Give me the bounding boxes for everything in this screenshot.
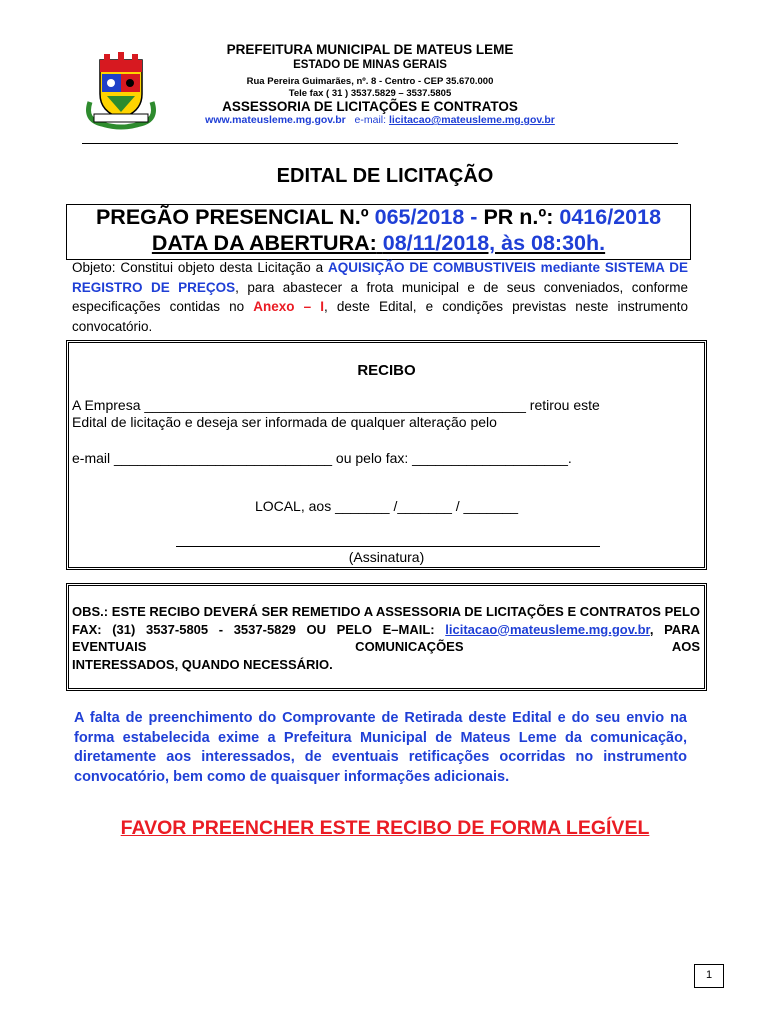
fill-legibly-notice: FAVOR PREENCHER ESTE RECIBO DE FORMA LEGÍVEL bbox=[120, 817, 650, 839]
contact-links bbox=[150, 114, 610, 126]
objeto-end: , deste Edital, e condições previstas neste instrumento convocatório. bbox=[72, 299, 688, 334]
pregao-number: 065/2018 bbox=[374, 205, 465, 229]
anexo-reference: Anexo – I bbox=[253, 299, 324, 314]
signature-line bbox=[176, 546, 600, 547]
obs-last-line: INTERESSADOS, QUANDO NECESSÁRIO. bbox=[72, 656, 333, 672]
header-divider bbox=[82, 143, 678, 144]
website-link[interactable]: www.mateusleme.mg.gov.br bbox=[205, 114, 346, 126]
objeto-paragraph bbox=[72, 258, 688, 336]
pr-number: 0416/2018 bbox=[559, 205, 662, 229]
receipt-notice-line: Edital de licitação e deseja ser informada de qualquer alteração pelo bbox=[72, 414, 497, 430]
document-heading: EDITAL DE LICITAÇÃO bbox=[276, 165, 494, 187]
signature-label: (Assinatura) bbox=[348, 549, 425, 565]
warning-paragraph: A falta de preenchimento do Comprovante de Retirada deste Edital e do seu envio na forma estabelecida exime a Prefeitura Municipal de Mateus Leme da comunicação, diretamente aos interessados, de eventuais retificações ocorridas no instrumento convocatório, bem como de quaisquer informações adicionais. bbox=[74, 710, 687, 785]
receipt-contact-line: e-mail ____________________________ ou pelo fax: ____________________. bbox=[72, 450, 572, 466]
objeto-mid: , para abastecer a frota municipal e de seus conveniados, conforme especificações contidas no bbox=[72, 279, 689, 314]
state-name: ESTADO DE MINAS GERAIS bbox=[293, 59, 447, 71]
opening-date-label: DATA DA ABERTURA: bbox=[151, 231, 377, 255]
obs-text: OBS.: ESTE RECIBO DEVERÁ SER REMETIDO A ASSESSORIA DE LICITAÇÕES E CONTRATOS PELO FAX: (31) 3537-5805 - 3537-5829 OU PELO E–MAIL: bbox=[72, 604, 700, 637]
receipt-title: RECIBO bbox=[357, 362, 416, 379]
obs-tail: , PARA EVENTUAIS COMUNICAÇÕES AOS bbox=[72, 621, 700, 654]
department-name: ASSESSORIA DE LICITAÇÕES E CONTRATOS bbox=[222, 99, 518, 114]
receipt-company-line: A Empresa _________________________________________________ retirou este bbox=[72, 397, 600, 413]
obs-paragraph bbox=[72, 603, 700, 673]
address-line: Rua Pereira Guimarães, nº. 8 - Centro - CEP 35.670.000 bbox=[246, 76, 494, 87]
phone-line: Tele fax ( 31 ) 3537.5829 – 3537.5805 bbox=[288, 88, 452, 99]
objeto-intro: Objeto: Constitui objeto desta Licitação a bbox=[72, 260, 324, 275]
pr-label: PR n.º: bbox=[483, 205, 554, 229]
page-number-box bbox=[694, 964, 724, 988]
objeto-highlight: AQUISIÇÃO DE COMBUSTIVEIS mediante SISTEMA DE REGISTRO DE PREÇOS bbox=[72, 260, 688, 295]
opening-date-value: 08/11/2018, às 08:30h. bbox=[382, 231, 606, 255]
obs-email-link[interactable]: licitacao@mateusleme.mg.gov.br bbox=[445, 621, 650, 637]
pregao-separator: - bbox=[470, 205, 478, 229]
email-link[interactable]: licitacao@mateusleme.mg.gov.br bbox=[388, 114, 555, 126]
receipt-place-date-line: LOCAL, aos _______ /_______ / _______ bbox=[254, 498, 519, 514]
email-label: e-mail: bbox=[354, 114, 387, 126]
pregao-prefix: PREGÃO PRESENCIAL N.º bbox=[95, 205, 369, 229]
pregao-line bbox=[66, 205, 691, 230]
opening-date-line bbox=[66, 231, 691, 256]
page-number: 1 bbox=[705, 969, 713, 981]
prefeitura-title: PREFEITURA MUNICIPAL DE MATEUS LEME bbox=[226, 42, 514, 57]
